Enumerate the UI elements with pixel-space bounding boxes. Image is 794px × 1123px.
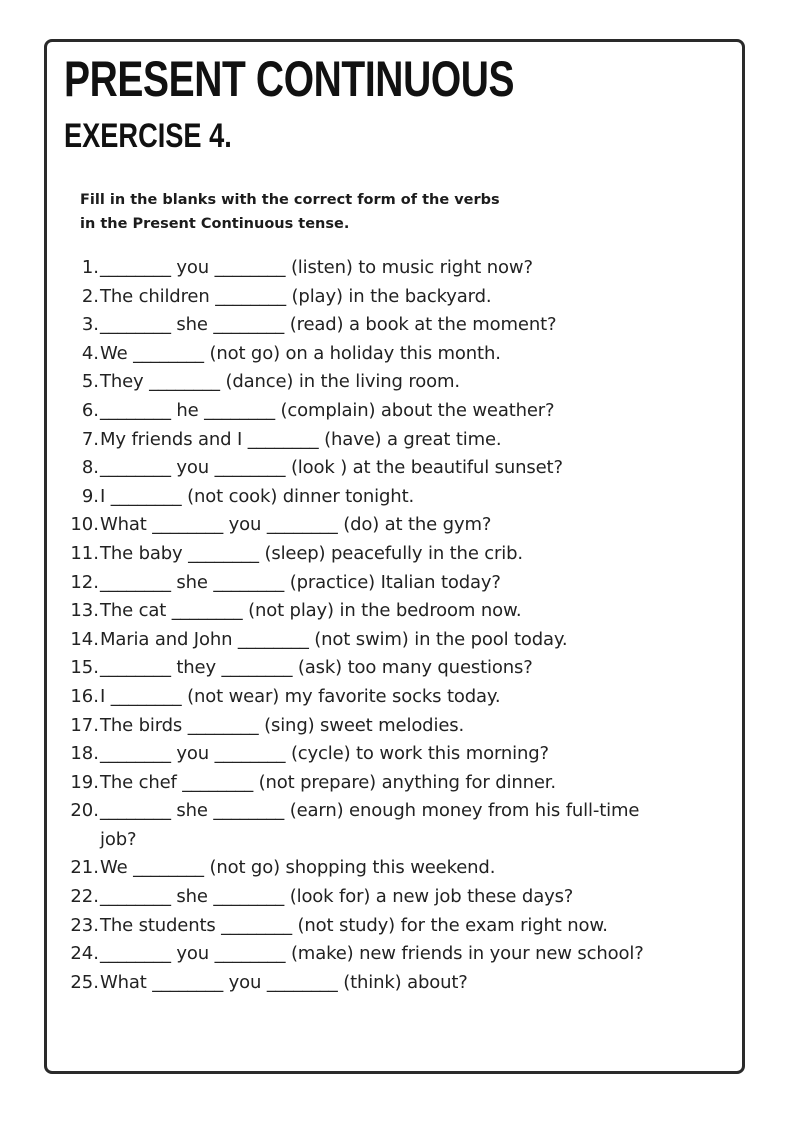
item-text: What ________ you ________ (do) at the gym? [100,514,492,536]
exercise-item [60,740,740,769]
item-text: The chef ________ (not prepare) anything for dinner. [100,771,556,793]
item-number: 5. [81,371,99,393]
item-text: The children ________ (play) in the backyard. [100,285,492,307]
instructions-line-1: Fill in the blanks with the correct form of the verbs [80,192,500,208]
item-text: The baby ________ (sleep) peacefully in the crib. [100,542,524,564]
item-number: 17. [70,714,99,736]
item-number: 7. [81,428,99,450]
exercise-item [60,969,740,998]
item-text: We ________ (not go) on a holiday this month. [100,342,501,364]
worksheet-title: PRESENT CONTINUOUS [64,51,515,107]
exercise-item [60,912,740,941]
item-number: 1. [81,257,99,278]
exercise-item [60,511,740,540]
item-text: ________ she ________ (earn) enough money from his full-time job? [100,800,640,850]
item-text: The cat ________ (not play) in the bedroom now. [100,600,522,622]
exercise-item [60,883,740,912]
exercise-item [60,654,740,683]
item-number: 22. [70,886,99,908]
item-text: The students ________ (not study) for the exam right now. [100,914,608,936]
item-text: ________ she ________ (look for) a new job these days? [100,886,574,908]
exercise-item [60,483,740,512]
item-number: 18. [70,743,99,765]
exercise-item [60,597,740,626]
item-number: 3. [81,314,99,336]
exercise-item [60,340,740,369]
item-number: 25. [70,971,99,993]
exercise-item [60,769,740,798]
item-text: They ________ (dance) in the living room. [100,371,460,393]
item-text: ________ you ________ (look ) at the beautiful sunset? [100,457,563,479]
item-number: 21. [70,857,99,879]
item-number: 12. [70,571,99,593]
exercise-item [60,283,740,312]
item-number: 20. [70,800,99,822]
exercise-item [60,712,740,741]
exercise-item [60,854,740,883]
exercise-item [60,540,740,569]
item-text: My friends and I ________ (have) a great time. [100,428,502,450]
exercise-item [60,626,740,655]
item-number: 9. [81,485,99,507]
exercise-item [60,797,740,854]
item-number: 15. [70,657,99,679]
exercise-item [60,683,740,712]
exercise-item [60,311,740,340]
exercise-item [60,368,740,397]
exercise-item [60,254,740,283]
item-text: ________ he ________ (complain) about the weather? [100,399,555,421]
item-number: 24. [70,943,99,965]
item-number: 8. [81,457,99,479]
item-text: The birds ________ (sing) sweet melodies. [100,714,465,736]
exercise-item [60,397,740,426]
exercise-item [60,426,740,455]
item-text: I ________ (not wear) my favorite socks today. [100,685,501,707]
exercise-item [60,569,740,598]
exercise-list [60,254,740,997]
item-text: ________ she ________ (read) a book at the moment? [100,314,557,336]
item-number: 6. [81,399,99,421]
item-text: Maria and John ________ (not swim) in the pool today. [100,628,568,650]
item-number: 11. [70,542,99,564]
item-number: 23. [70,914,99,936]
item-number: 10. [70,514,99,536]
item-text: ________ they ________ (ask) too many questions? [100,657,533,679]
item-number: 13. [70,600,99,622]
item-text: What ________ you ________ (think) about? [100,971,468,993]
item-number: 19. [70,771,99,793]
item-text: ________ you ________ (make) new friends in your new school? [100,943,644,965]
exercise-subtitle: EXERCISE 4. [64,117,232,155]
item-number: 16. [70,685,99,707]
item-text: We ________ (not go) shopping this weekend. [100,857,496,879]
exercise-item [60,454,740,483]
item-number: 2. [81,285,99,307]
instructions-line-2: in the Present Continuous tense. [80,216,350,232]
item-text: ________ she ________ (practice) Italian today? [100,571,501,593]
item-text: ________ you ________ (listen) to music right now? [100,257,533,278]
instructions [80,188,540,236]
exercise-item [60,940,740,969]
item-number: 14. [70,628,99,650]
item-text: I ________ (not cook) dinner tonight. [100,485,415,507]
item-text: ________ you ________ (cycle) to work this morning? [100,743,549,765]
item-number: 4. [81,342,99,364]
